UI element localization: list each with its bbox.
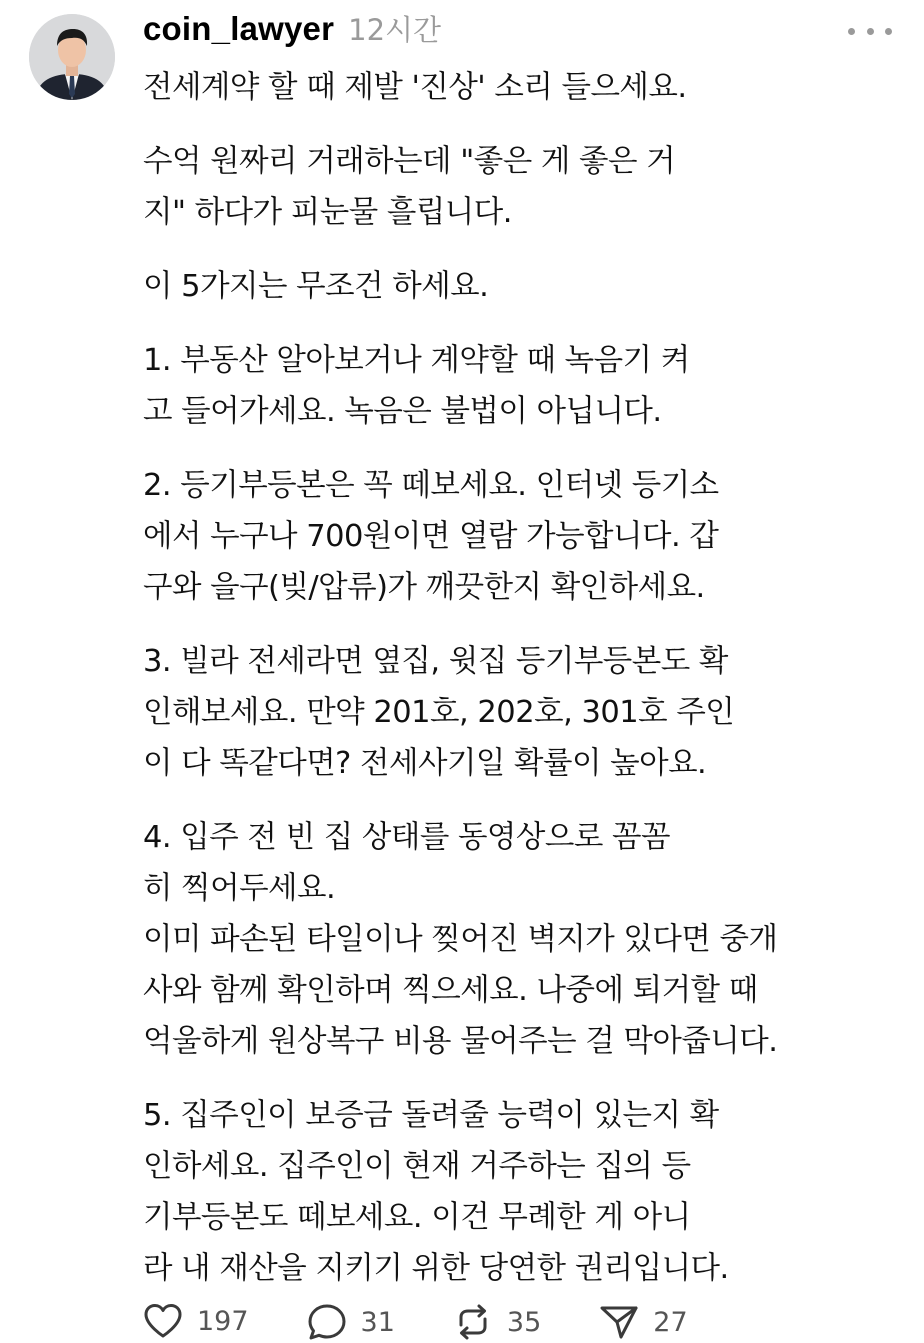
- post-paragraph-warning: [143, 136, 903, 238]
- send-icon: [599, 1303, 639, 1341]
- post-actions: [143, 1303, 763, 1343]
- post-paragraph-tip-3: [143, 636, 903, 789]
- username[interactable]: coin_lawyer: [143, 10, 335, 47]
- post-line: 3. 빌라 전세라면 옆집, 윗집 등기부등본도 확: [143, 644, 728, 679]
- repost-button[interactable]: [453, 1303, 541, 1341]
- reply-count: 31: [360, 1306, 395, 1338]
- post-paragraph-intro: [143, 62, 903, 113]
- post-paragraph-tip-2: [143, 460, 903, 613]
- comment-icon: [307, 1303, 347, 1341]
- post-line: 사와 함께 확인하며 찍으세요. 나중에 퇴거할 때: [143, 973, 758, 1008]
- post-line: 이 5가지는 무조건 하세요.: [143, 269, 489, 304]
- post-header: [143, 8, 441, 52]
- post-paragraph-tip-4: [143, 812, 903, 1067]
- repost-icon: [453, 1303, 493, 1341]
- post-line: 5. 집주인이 보증금 돌려줄 능력이 있는지 확: [143, 1098, 719, 1133]
- post-line: 1. 부동산 알아보거나 계약할 때 녹음기 켜: [143, 343, 690, 378]
- post-line: 전세계약 할 때 제발 '진상' 소리 들으세요.: [143, 70, 687, 105]
- post-line: 4. 입주 전 빈 집 상태를 동영상으로 꼼꼼: [143, 820, 670, 855]
- post-paragraph-tip-5: [143, 1090, 903, 1294]
- like-count: 197: [197, 1305, 249, 1337]
- repost-count: 35: [506, 1306, 542, 1338]
- more-options-button[interactable]: [848, 17, 892, 45]
- post-line: 수억 원짜리 거래하는데 "좋은 게 좋은 거: [143, 144, 676, 179]
- post-line: 히 찍어두세요.: [143, 871, 336, 906]
- post-line: 고 들어가세요. 녹음은 불법이 아닙니다.: [143, 394, 662, 429]
- post-line: 라 내 재산을 지키기 위한 당연한 권리입니다.: [143, 1251, 729, 1286]
- post-body: [143, 62, 903, 1317]
- more-dot: [885, 28, 892, 35]
- post-line: 억울하게 원상복구 비용 물어주는 걸 막아줍니다.: [143, 1024, 778, 1059]
- post-line: 2. 등기부등본은 꼭 떼보세요. 인터넷 등기소: [143, 468, 719, 503]
- share-count: 27: [653, 1306, 688, 1338]
- heart-icon: [143, 1303, 183, 1339]
- post-paragraph-lead: [143, 261, 903, 312]
- post-line: 인하세요. 집주인이 현재 거주하는 집의 등: [143, 1149, 691, 1184]
- profile-photo: [29, 14, 115, 100]
- post-line: 구와 을구(빚/압류)가 깨끗한지 확인하세요.: [143, 570, 705, 605]
- post-line: 이 다 똑같다면? 전세사기일 확률이 높아요.: [143, 746, 707, 781]
- timestamp: 12시간: [348, 13, 442, 47]
- reply-button[interactable]: [307, 1303, 395, 1341]
- more-horizontal-icon: [848, 28, 855, 35]
- post-line: 이미 파손된 타일이나 찢어진 벽지가 있다면 중개: [143, 922, 778, 957]
- post-paragraph-tip-1: [143, 335, 903, 437]
- post-line: 지" 하다가 피눈물 흘립니다.: [143, 195, 512, 230]
- post-line: 기부등본도 떼보세요. 이건 무례한 게 아니: [143, 1200, 691, 1235]
- more-dot: [867, 28, 874, 35]
- like-button[interactable]: [143, 1303, 249, 1339]
- share-button[interactable]: [599, 1303, 687, 1341]
- post-line: 인해보세요. 만약 201호, 202호, 301호 주인: [143, 695, 735, 730]
- post-line: 에서 누구나 700원이면 열람 가능합니다. 갑: [143, 519, 719, 554]
- avatar[interactable]: [29, 14, 115, 100]
